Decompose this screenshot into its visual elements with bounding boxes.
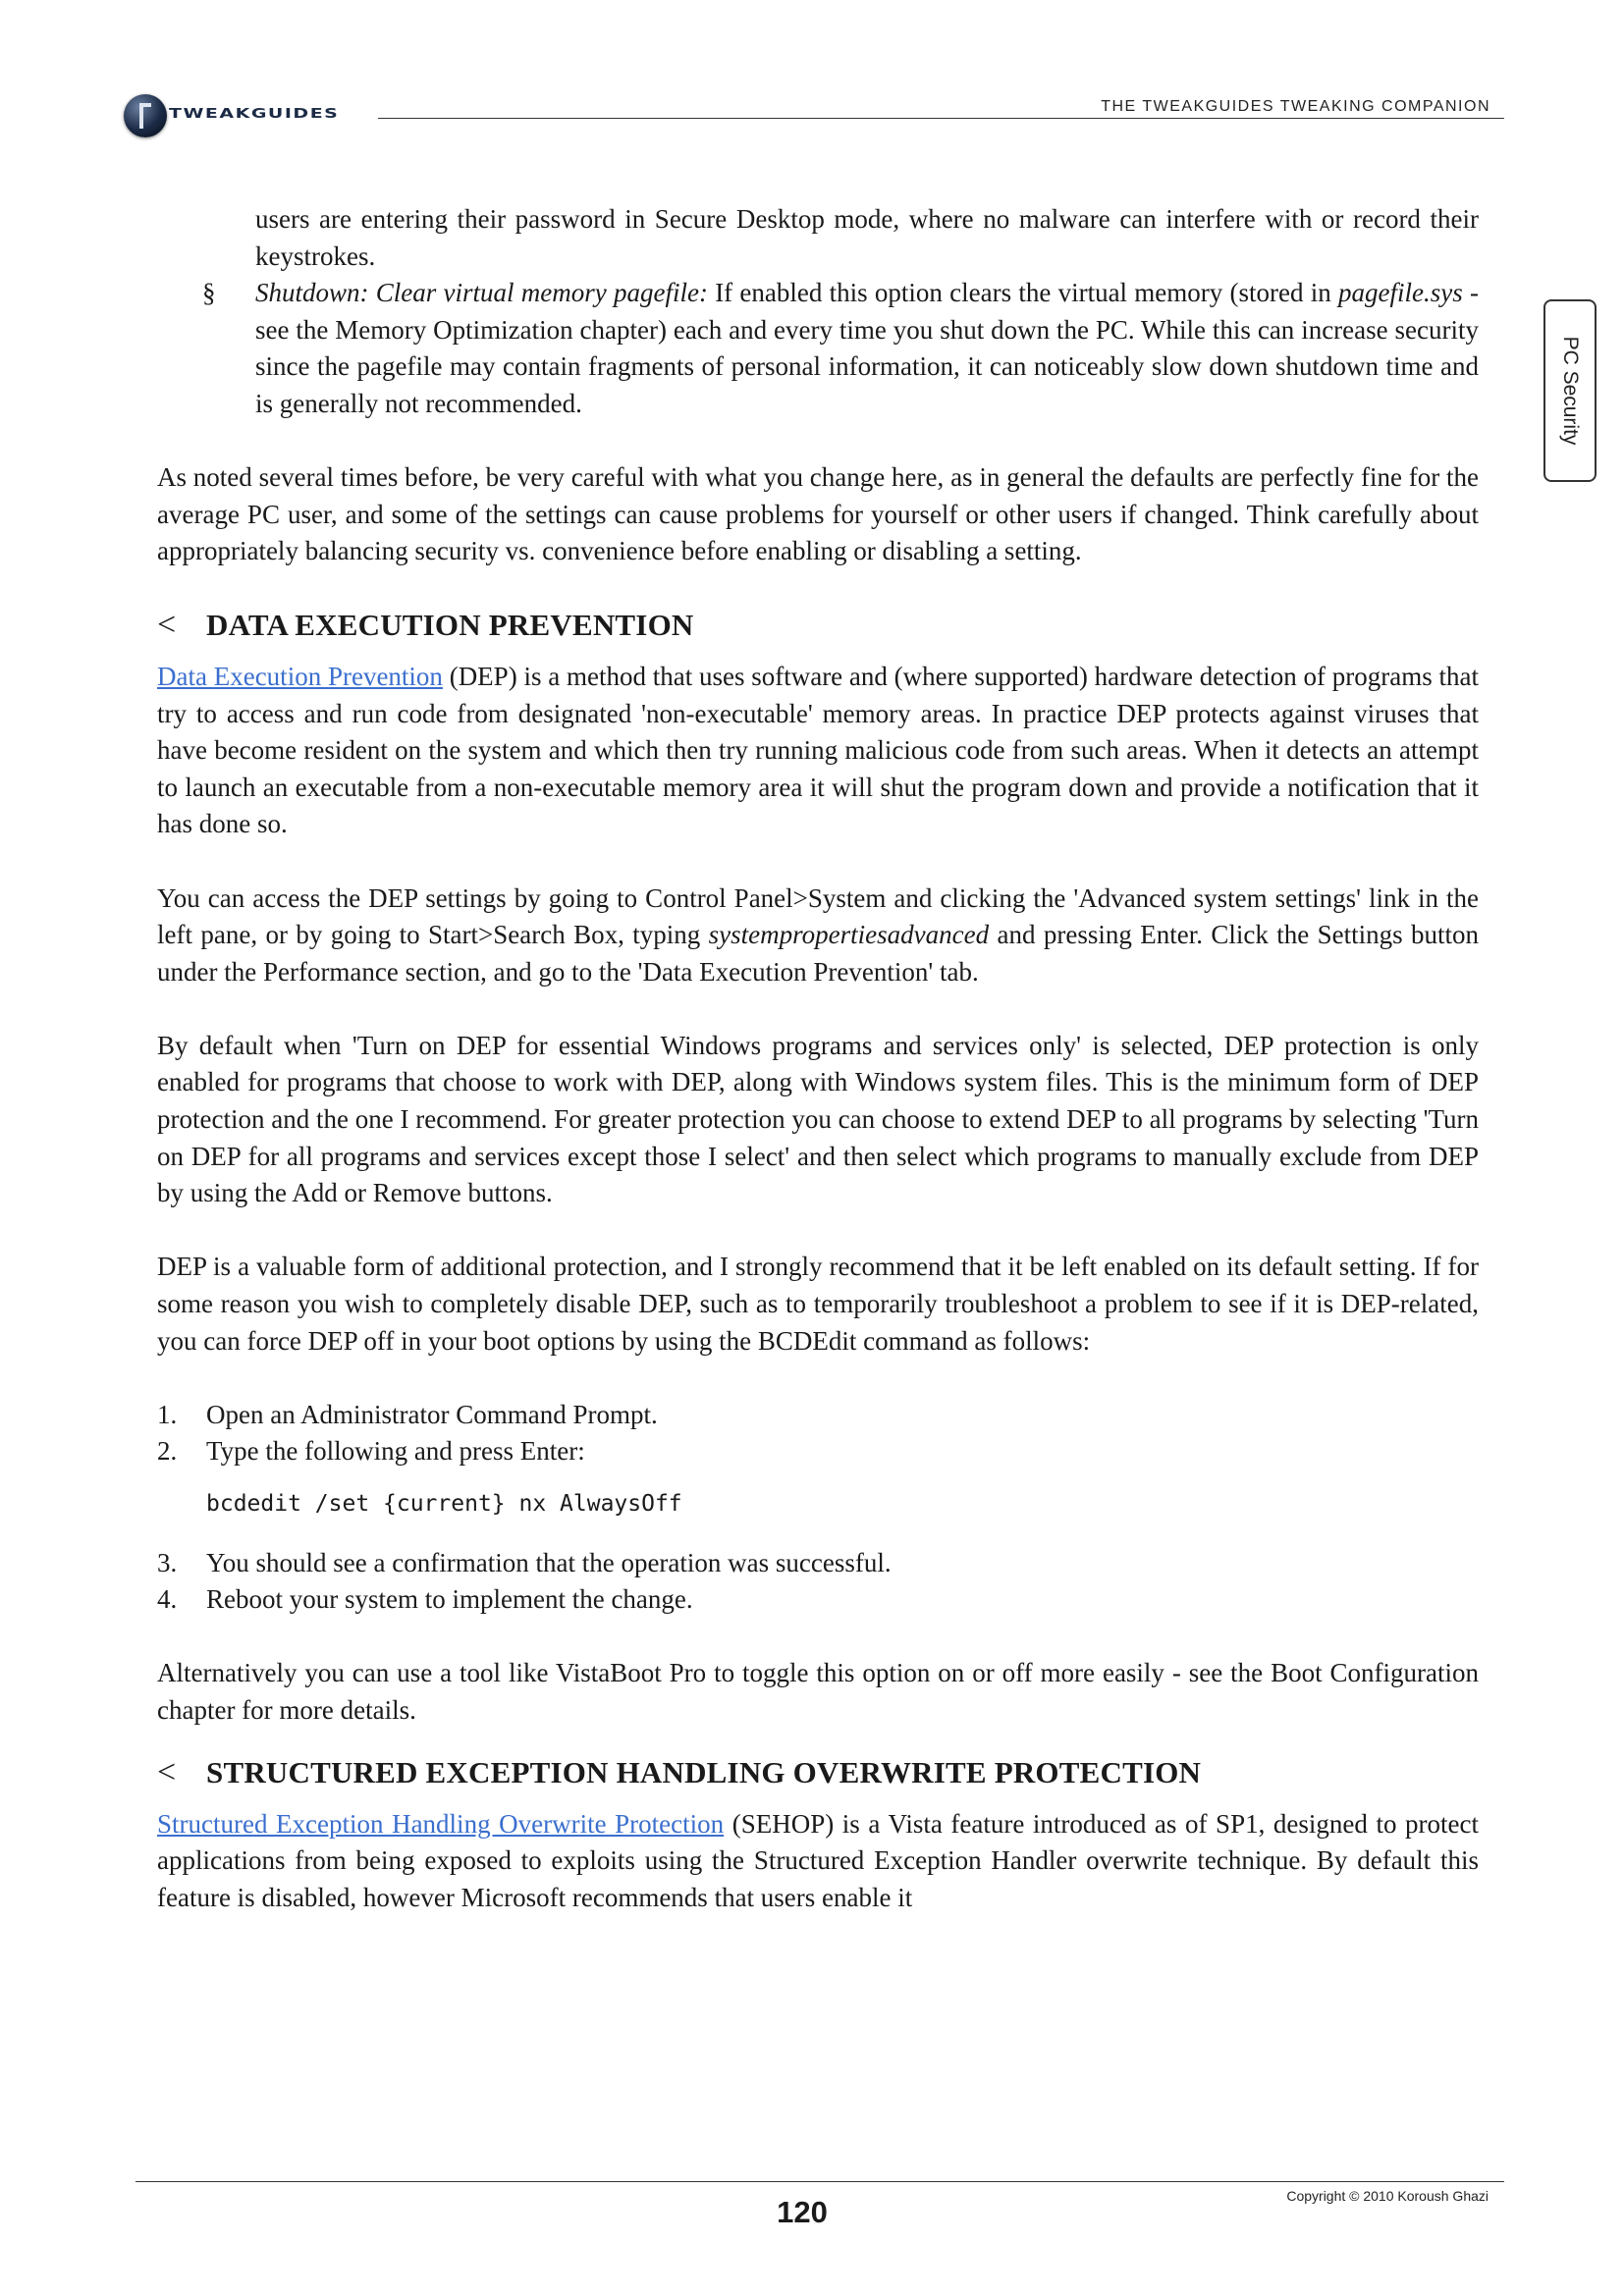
- dep-paragraph-1: [157, 659, 1479, 843]
- dep-paragraph-5: Alternatively you can use a tool like VistaBoot Pro to toggle this option on or off more easily - see the Boot Configuration chapter for more details.: [157, 1658, 1479, 1725]
- tweakguides-logo: [124, 94, 359, 143]
- running-header: THE TWEAKGUIDES TWEAKING COMPANION: [1101, 98, 1490, 115]
- list-item: [157, 1581, 1479, 1619]
- bullet-shutdown-pagefile: [157, 275, 1479, 422]
- logo-text: TWEAKGUIDES: [169, 106, 340, 122]
- list-number: 3.: [157, 1547, 178, 1577]
- list-item: [157, 1433, 1479, 1470]
- chapter-tab: [1543, 299, 1597, 482]
- section-arrow-icon: <: [157, 1753, 177, 1790]
- section-heading-sehop: [157, 1753, 1479, 1792]
- pagefile-name: pagefile.sys: [1338, 278, 1463, 308]
- logo-emblem-icon: [124, 94, 167, 137]
- list-text: You should see a confirmation that the operation was successful.: [206, 1547, 892, 1577]
- bullet-text-part: - see the Memory Optimization chapter) each and every time you shut down the PC. While this can increase security since the pagefile may contain fragments of personal information, it can noticeably slow down shutdown time and is generally not recommended.: [255, 278, 1479, 418]
- footer-divider: [135, 2181, 1504, 2182]
- paragraph-text: You can access the DEP settings by going to Control Panel>System and clicking the 'Advanced system settings' link in the left pane, or by going to Start>Search Box, typing: [157, 882, 1479, 950]
- dep-paragraph-3: By default when 'Turn on DEP for essential Windows programs and services only' is selected, DEP protection is only enabled for programs that choose to work with DEP, along with Windows system files. This is the minimum form of DEP protection and the one I recommend. For greater protection you can choose to extend DEP to all programs by selecting 'Turn on DEP for all programs and services except those I select' and then select which programs to manually exclude from DEP by using the Add or Remove buttons.: [157, 1030, 1479, 1208]
- list-number: 2.: [157, 1436, 178, 1467]
- section-arrow-icon: <: [157, 606, 177, 643]
- list-text: Open an Administrator Command Prompt.: [206, 1399, 658, 1429]
- continuation-paragraph: users are entering their password in Secure Desktop mode, where no malware can interfere with or record their keystrokes.: [255, 204, 1479, 271]
- page-number: 120: [777, 2195, 828, 2229]
- chapter-tab-label: PC Security: [1559, 336, 1582, 446]
- bullet-term: Shutdown: Clear virtual memory pagefile:: [255, 278, 708, 308]
- dep-paragraph-4: DEP is a valuable form of additional protection, and I strongly recommend that it be left enabled on its default setting. If for some reason you wish to completely disable DEP, such as to temporarily troubleshoot a problem to see if it is DEP-related, you can force DEP off in your boot options by using the BCDEdit command as follows:: [157, 1252, 1479, 1356]
- list-item: [157, 1397, 1479, 1434]
- header-divider: [378, 118, 1504, 119]
- bullet-text: [255, 275, 1479, 422]
- bullet-text-part: If enabled this option clears the virtual memory (stored in: [707, 278, 1339, 308]
- run-command: systempropertiesadvanced: [708, 920, 990, 950]
- paragraph-text: (DEP) is a method that uses software and (where supported) hardware detection of programs that try to access and run code from designated 'non-executable' memory areas. In practice DEP protects against viruses that have become resident on the system and which then try running malicious code from such areas. When it detects an attempt to launch an executable from a non-executable memory area it will shut the program down and provide a notification that it has done so.: [157, 661, 1479, 839]
- sehop-link[interactable]: Structured Exception Handling Overwrite Protection: [157, 1808, 725, 1839]
- section-heading-dep: [157, 606, 1479, 645]
- bcdedit-command: bcdedit /set {current} nx AlwaysOff: [206, 1491, 682, 1517]
- paragraph-text: and pressing Enter. Click the Settings button under the Performance section, and go to the 'Data Execution Prevention' tab.: [157, 920, 1479, 987]
- copyright-notice: Copyright © 2010 Koroush Ghazi: [1286, 2188, 1489, 2204]
- section-heading-text: STRUCTURED EXCEPTION HANDLING OVERWRITE PROTECTION: [206, 1754, 1202, 1789]
- paragraph-text: (SEHOP) is a Vista feature introduced as of SP1, designed to protect applications from being exposed to exploits using the Structured Exception Handler overwrite technique. By default this feature is disabled, however Microsoft recommends that users enable it: [157, 1808, 1479, 1912]
- list-number: 1.: [157, 1399, 178, 1429]
- dep-paragraph-2: [157, 881, 1479, 991]
- bullet-mark: §: [202, 278, 216, 308]
- list-text: Type the following and press Enter:: [206, 1436, 585, 1467]
- list-item: [157, 1545, 1479, 1582]
- dep-link[interactable]: Data Execution Prevention: [157, 661, 443, 691]
- closing-paragraph: As noted several times before, be very careful with what you change here, as in general the defaults are perfectly fine for the average PC user, and some of the settings can cause problems for yourself or other users if changed. Think carefully about appropriately balancing security vs. convenience before enabling or disabling a setting.: [157, 462, 1479, 566]
- list-number: 4.: [157, 1584, 178, 1615]
- section-heading-text: DATA EXECUTION PREVENTION: [206, 607, 694, 642]
- page-content: [157, 201, 1479, 1916]
- list-text: Reboot your system to implement the change.: [206, 1584, 693, 1615]
- sehop-paragraph-1: [157, 1806, 1479, 1917]
